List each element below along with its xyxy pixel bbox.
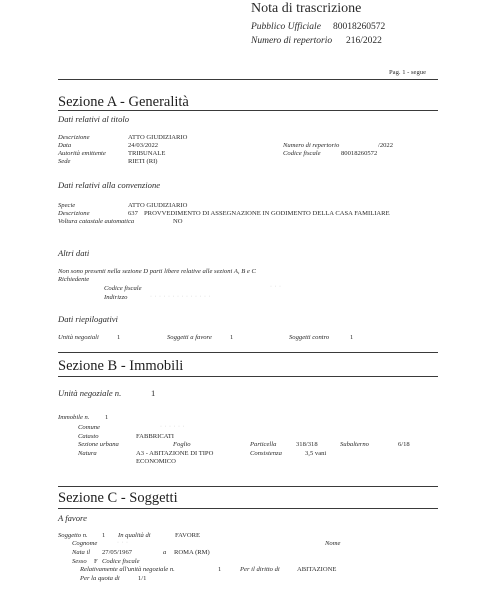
altri-dati-note: Non sono presenti nella sezione D parti libere relative alle sezioni A, B e C: [58, 268, 256, 275]
quota-value: 1/1: [138, 575, 147, 582]
richiedente-label: Richiedente: [58, 276, 90, 283]
nata-value: 27/05/1967: [102, 549, 133, 556]
redacted-mark: · · ·: [270, 284, 282, 290]
page-number: Pag. 1 - segue: [389, 69, 426, 76]
specie-value: ATTO GIUDIZIARIO: [128, 202, 188, 209]
natura-label: Natura: [78, 450, 97, 457]
redacted-mark: · · · · · · · · · · · · · ·: [150, 294, 211, 300]
consistenza-label: Consistenza: [250, 450, 282, 457]
catasto-label: Catasto: [78, 433, 99, 440]
document-title: Nota di trascrizione: [251, 1, 362, 16]
unita-negoziale-label: Unità negoziale n.: [58, 388, 122, 398]
diritto-label: Per il diritto di: [240, 566, 280, 573]
richiedente-cf-label: Codice fiscale: [104, 285, 142, 292]
cognome-label: Cognome: [72, 540, 98, 547]
consistenza-value: 3,5 vani: [305, 450, 327, 457]
a-favore-heading: A favore: [58, 513, 87, 523]
descrizione-label: Descrizione: [58, 134, 90, 141]
conv-descrizione-code: 637: [128, 210, 138, 217]
cod-fisc-value: 80018260572: [341, 150, 378, 157]
unita-label: Unità negoziali: [58, 334, 99, 341]
numero-repertorio-label: Numero di repertorio: [251, 36, 333, 46]
sede-label: Sede: [58, 158, 71, 165]
sezione-b-end-divider: [58, 486, 438, 487]
data-label: Data: [58, 142, 72, 149]
redacted-mark: · · ·: [117, 540, 129, 546]
unita-negoziale-value: 1: [151, 388, 156, 398]
qualita-label: In qualità di: [118, 532, 151, 539]
nome-label: Nome: [325, 540, 341, 547]
altri-dati-heading: Altri dati: [58, 248, 90, 258]
voltura-value: NO: [173, 218, 183, 225]
immobile-value: 1: [105, 414, 109, 421]
quota-label: Per la quota di: [80, 575, 120, 582]
autorita-value: TRIBUNALE: [128, 150, 166, 157]
autorita-label: Autorità emittente: [58, 150, 106, 157]
foglio-label: Foglio: [173, 441, 191, 448]
num-rep-value: /2022: [378, 142, 394, 149]
particella-value: 318/318: [296, 441, 318, 448]
sezione-a-divider: [58, 110, 438, 111]
natura-value-1: A3 - ABITAZIONE DI TIPO: [136, 450, 214, 457]
sezione-b-title: Sezione B - Immobili: [58, 358, 184, 374]
subalterno-value: 6/18: [398, 441, 410, 448]
a-label: a: [163, 549, 167, 556]
soggetto-label: Soggetto n.: [58, 532, 88, 539]
nata-label: Nata il: [72, 549, 91, 556]
conv-descrizione-label: Descrizione: [58, 210, 90, 217]
conv-descrizione-value: PROVVEDIMENTO DI ASSEGNAZIONE IN GODIMENTO DELLA CASA FAMILIARE: [144, 210, 390, 217]
pubblico-ufficiale-label: Pubblico Ufficiale: [251, 22, 321, 32]
sesso-label: Sesso: [72, 558, 87, 565]
qualita-value: FAVORE: [175, 532, 201, 539]
pubblico-ufficiale-value: 80018260572: [333, 22, 386, 32]
particella-label: Particella: [250, 441, 277, 448]
natura-value-2: ECONOMICO: [136, 458, 176, 465]
numero-repertorio-value: 216/2022: [346, 36, 382, 46]
relativamente-label: Relativamente all'unità negoziale n.: [80, 566, 175, 573]
favore-value: 1: [230, 334, 234, 341]
contro-value: 1: [350, 334, 354, 341]
a-value: ROMA (RM): [174, 549, 210, 556]
sesso-value: F: [94, 558, 98, 565]
specie-label: Specie: [58, 202, 76, 209]
catasto-value: FABBRICATI: [136, 433, 174, 440]
subalterno-label: Subalterno: [340, 441, 369, 448]
sezione-a-end-divider: [58, 352, 438, 353]
diritto-value: ABITAZIONE: [297, 566, 337, 573]
voltura-label: Voltura catastale automatica: [58, 218, 135, 225]
data-value: 24/03/2022: [128, 142, 159, 149]
codice-fiscale-label: Codice fiscale: [102, 558, 140, 565]
comune-label: Comune: [78, 424, 100, 431]
riepilogativi-heading: Dati riepilogativi: [58, 314, 118, 324]
sede-value: RIETI (RI): [128, 158, 158, 165]
num-rep-label: Numero di repertorio: [283, 142, 340, 149]
relativamente-value: 1: [218, 566, 222, 573]
sezione-urbana-label: Sezione urbana: [78, 441, 119, 448]
sezione-c-divider: [58, 508, 438, 509]
descrizione-value: ATTO GIUDIZIARIO: [128, 134, 188, 141]
sezione-b-divider: [58, 376, 438, 377]
header-divider: [58, 79, 438, 80]
richiedente-indirizzo-label: Indirizzo: [104, 294, 128, 301]
dati-titolo-heading: Dati relativi al titolo: [58, 114, 130, 124]
sezione-a-title: Sezione A - Generalità: [58, 94, 189, 110]
redacted-mark: · · · · · ·: [160, 424, 185, 430]
cod-fisc-label: Codice fiscale: [283, 150, 321, 157]
unita-value: 1: [117, 334, 121, 341]
contro-label: Soggetti contro: [289, 334, 330, 341]
sezione-c-title: Sezione C - Soggetti: [58, 490, 178, 506]
favore-label: Soggetti a favore: [167, 334, 212, 341]
immobile-label: Immobile n.: [58, 414, 90, 421]
soggetto-value: 1: [102, 532, 106, 539]
dati-convenzione-heading: Dati relativi alla convenzione: [58, 180, 161, 190]
